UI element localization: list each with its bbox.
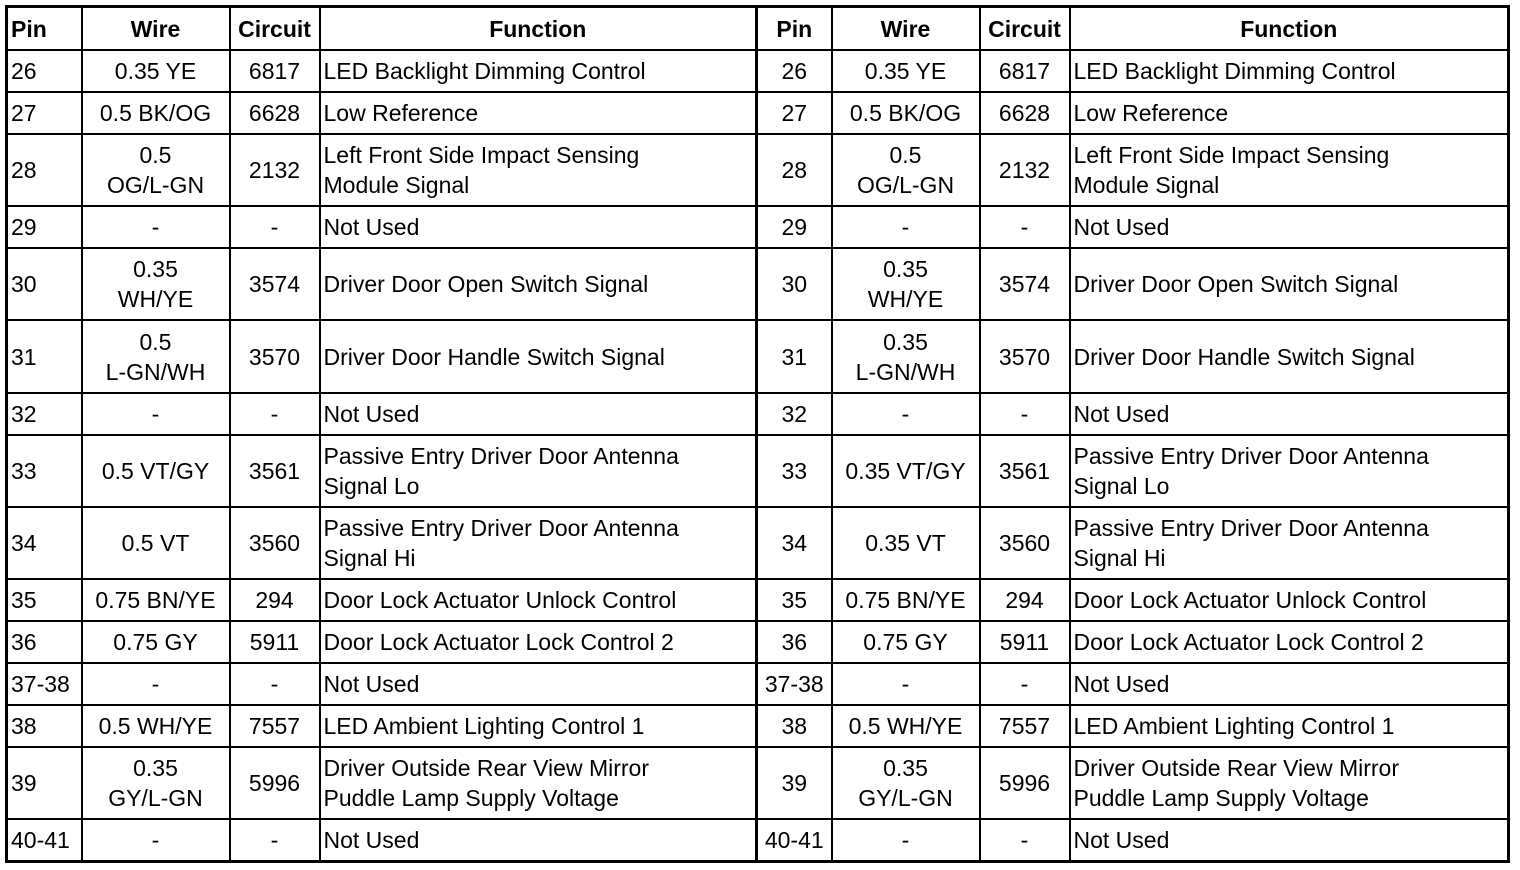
pin-cell: 34 — [757, 507, 832, 579]
circuit-cell: 6817 — [230, 50, 320, 92]
wire-cell: 0.5 VT — [82, 507, 230, 579]
pin-cell: 28 — [757, 134, 832, 206]
wire-cell: 0.35 WH/YE — [832, 248, 980, 320]
pin-cell: 39 — [757, 747, 832, 819]
circuit-cell: 6817 — [980, 50, 1070, 92]
table-row — [7, 579, 1509, 621]
pin-cell: 29 — [7, 206, 82, 248]
pin-cell: 27 — [7, 92, 82, 134]
table-row — [7, 507, 1509, 579]
function-cell: Driver Outside Rear View Mirror Puddle Lamp Supply Voltage — [1070, 747, 1509, 819]
header-circuit: Circuit — [230, 7, 320, 51]
circuit-cell: 3574 — [980, 248, 1070, 320]
function-cell: Door Lock Actuator Unlock Control — [1070, 579, 1509, 621]
circuit-cell: 5911 — [230, 621, 320, 663]
pin-cell: 26 — [757, 50, 832, 92]
function-cell: LED Backlight Dimming Control — [1070, 50, 1509, 92]
circuit-cell: 294 — [980, 579, 1070, 621]
wire-cell: - — [832, 819, 980, 861]
circuit-cell: 2132 — [980, 134, 1070, 206]
function-cell: Low Reference — [1070, 92, 1509, 134]
function-cell: Passive Entry Driver Door Antenna Signal Hi — [320, 507, 757, 579]
header-function: Function — [1070, 7, 1509, 51]
function-cell: LED Backlight Dimming Control — [320, 50, 757, 92]
wire-cell: - — [82, 393, 230, 435]
table-row — [7, 248, 1509, 320]
wire-cell: 0.5 OG/L-GN — [832, 134, 980, 206]
function-cell: Driver Door Handle Switch Signal — [320, 320, 757, 392]
wire-cell: 0.35 VT/GY — [832, 435, 980, 507]
function-cell: Not Used — [320, 393, 757, 435]
pin-cell: 36 — [7, 621, 82, 663]
pin-cell: 37-38 — [7, 663, 82, 705]
circuit-cell: 3570 — [980, 320, 1070, 392]
wire-cell: - — [82, 206, 230, 248]
wire-cell: - — [832, 206, 980, 248]
circuit-cell: 3570 — [230, 320, 320, 392]
circuit-cell: 5996 — [980, 747, 1070, 819]
wire-cell: 0.5 VT/GY — [82, 435, 230, 507]
table-row — [7, 663, 1509, 705]
header-circuit: Circuit — [980, 7, 1070, 51]
wire-cell: 0.75 BN/YE — [82, 579, 230, 621]
pin-cell: 33 — [757, 435, 832, 507]
pin-cell: 32 — [7, 393, 82, 435]
connector-pinout-table — [5, 5, 1510, 863]
wire-cell: 0.5 WH/YE — [832, 705, 980, 747]
circuit-cell: 7557 — [980, 705, 1070, 747]
function-cell: Not Used — [1070, 206, 1509, 248]
function-cell: Left Front Side Impact Sensing Module Signal — [1070, 134, 1509, 206]
table-row — [7, 206, 1509, 248]
header-function: Function — [320, 7, 757, 51]
pin-cell: 35 — [757, 579, 832, 621]
function-cell: Door Lock Actuator Lock Control 2 — [1070, 621, 1509, 663]
circuit-cell: 3560 — [230, 507, 320, 579]
pin-cell: 33 — [7, 435, 82, 507]
table-row — [7, 393, 1509, 435]
circuit-cell: 294 — [230, 579, 320, 621]
table-row — [7, 134, 1509, 206]
circuit-cell: 3560 — [980, 507, 1070, 579]
function-cell: Passive Entry Driver Door Antenna Signal Lo — [320, 435, 757, 507]
header-wire: Wire — [832, 7, 980, 51]
function-cell: Not Used — [320, 819, 757, 861]
circuit-cell: 5911 — [980, 621, 1070, 663]
wire-cell: 0.35 GY/L-GN — [832, 747, 980, 819]
function-cell: LED Ambient Lighting Control 1 — [320, 705, 757, 747]
wire-cell: - — [82, 663, 230, 705]
circuit-cell: - — [980, 206, 1070, 248]
table-row — [7, 320, 1509, 392]
function-cell: Passive Entry Driver Door Antenna Signal Lo — [1070, 435, 1509, 507]
pin-cell: 36 — [757, 621, 832, 663]
table-row — [7, 92, 1509, 134]
header-pin: Pin — [7, 7, 82, 51]
function-cell: Driver Door Handle Switch Signal — [1070, 320, 1509, 392]
wire-cell: 0.35 WH/YE — [82, 248, 230, 320]
function-cell: Driver Door Open Switch Signal — [1070, 248, 1509, 320]
pin-cell: 26 — [7, 50, 82, 92]
circuit-cell: 7557 — [230, 705, 320, 747]
circuit-cell: 6628 — [230, 92, 320, 134]
circuit-cell: - — [230, 393, 320, 435]
circuit-cell: - — [980, 663, 1070, 705]
pin-cell: 37-38 — [757, 663, 832, 705]
wire-cell: 0.5 L-GN/WH — [82, 320, 230, 392]
table-row — [7, 819, 1509, 861]
pin-cell: 31 — [7, 320, 82, 392]
circuit-cell: - — [230, 819, 320, 861]
function-cell: Not Used — [1070, 819, 1509, 861]
table-row — [7, 50, 1509, 92]
wire-cell: - — [82, 819, 230, 861]
circuit-cell: 5996 — [230, 747, 320, 819]
header-pin: Pin — [757, 7, 832, 51]
header-wire: Wire — [82, 7, 230, 51]
circuit-cell: - — [230, 663, 320, 705]
wire-cell: 0.5 BK/OG — [832, 92, 980, 134]
pin-cell: 30 — [7, 248, 82, 320]
function-cell: Door Lock Actuator Lock Control 2 — [320, 621, 757, 663]
wire-cell: - — [832, 663, 980, 705]
wire-cell: - — [832, 393, 980, 435]
circuit-cell: - — [980, 819, 1070, 861]
function-cell: Not Used — [1070, 393, 1509, 435]
wire-cell: 0.75 GY — [82, 621, 230, 663]
function-cell: Passive Entry Driver Door Antenna Signal Hi — [1070, 507, 1509, 579]
circuit-cell: 3561 — [980, 435, 1070, 507]
pin-cell: 32 — [757, 393, 832, 435]
pin-cell: 30 — [757, 248, 832, 320]
pin-cell: 38 — [7, 705, 82, 747]
table-row — [7, 435, 1509, 507]
pin-cell: 29 — [757, 206, 832, 248]
circuit-cell: 3561 — [230, 435, 320, 507]
function-cell: Not Used — [320, 663, 757, 705]
function-cell: Driver Door Open Switch Signal — [320, 248, 757, 320]
pin-cell: 27 — [757, 92, 832, 134]
pin-cell: 28 — [7, 134, 82, 206]
pin-cell: 39 — [7, 747, 82, 819]
pin-cell: 35 — [7, 579, 82, 621]
pin-cell: 31 — [757, 320, 832, 392]
function-cell: Low Reference — [320, 92, 757, 134]
circuit-cell: - — [980, 393, 1070, 435]
wire-cell: 0.75 BN/YE — [832, 579, 980, 621]
function-cell: Left Front Side Impact Sensing Module Signal — [320, 134, 757, 206]
wire-cell: 0.5 BK/OG — [82, 92, 230, 134]
table-row — [7, 747, 1509, 819]
wire-cell: 0.35 VT — [832, 507, 980, 579]
pin-cell: 40-41 — [7, 819, 82, 861]
pin-cell: 34 — [7, 507, 82, 579]
circuit-cell: 2132 — [230, 134, 320, 206]
function-cell: LED Ambient Lighting Control 1 — [1070, 705, 1509, 747]
wire-cell: 0.35 YE — [82, 50, 230, 92]
function-cell: Not Used — [1070, 663, 1509, 705]
table-row — [7, 705, 1509, 747]
function-cell: Door Lock Actuator Unlock Control — [320, 579, 757, 621]
wire-cell: 0.5 OG/L-GN — [82, 134, 230, 206]
pin-cell: 38 — [757, 705, 832, 747]
wire-cell: 0.5 WH/YE — [82, 705, 230, 747]
circuit-cell: 6628 — [980, 92, 1070, 134]
wire-cell: 0.75 GY — [832, 621, 980, 663]
wire-cell: 0.35 L-GN/WH — [832, 320, 980, 392]
wire-cell: 0.35 YE — [832, 50, 980, 92]
function-cell: Not Used — [320, 206, 757, 248]
function-cell: Driver Outside Rear View Mirror Puddle Lamp Supply Voltage — [320, 747, 757, 819]
circuit-cell: 3574 — [230, 248, 320, 320]
header-row — [7, 7, 1509, 51]
wire-cell: 0.35 GY/L-GN — [82, 747, 230, 819]
pin-cell: 40-41 — [757, 819, 832, 861]
table-row — [7, 621, 1509, 663]
circuit-cell: - — [230, 206, 320, 248]
